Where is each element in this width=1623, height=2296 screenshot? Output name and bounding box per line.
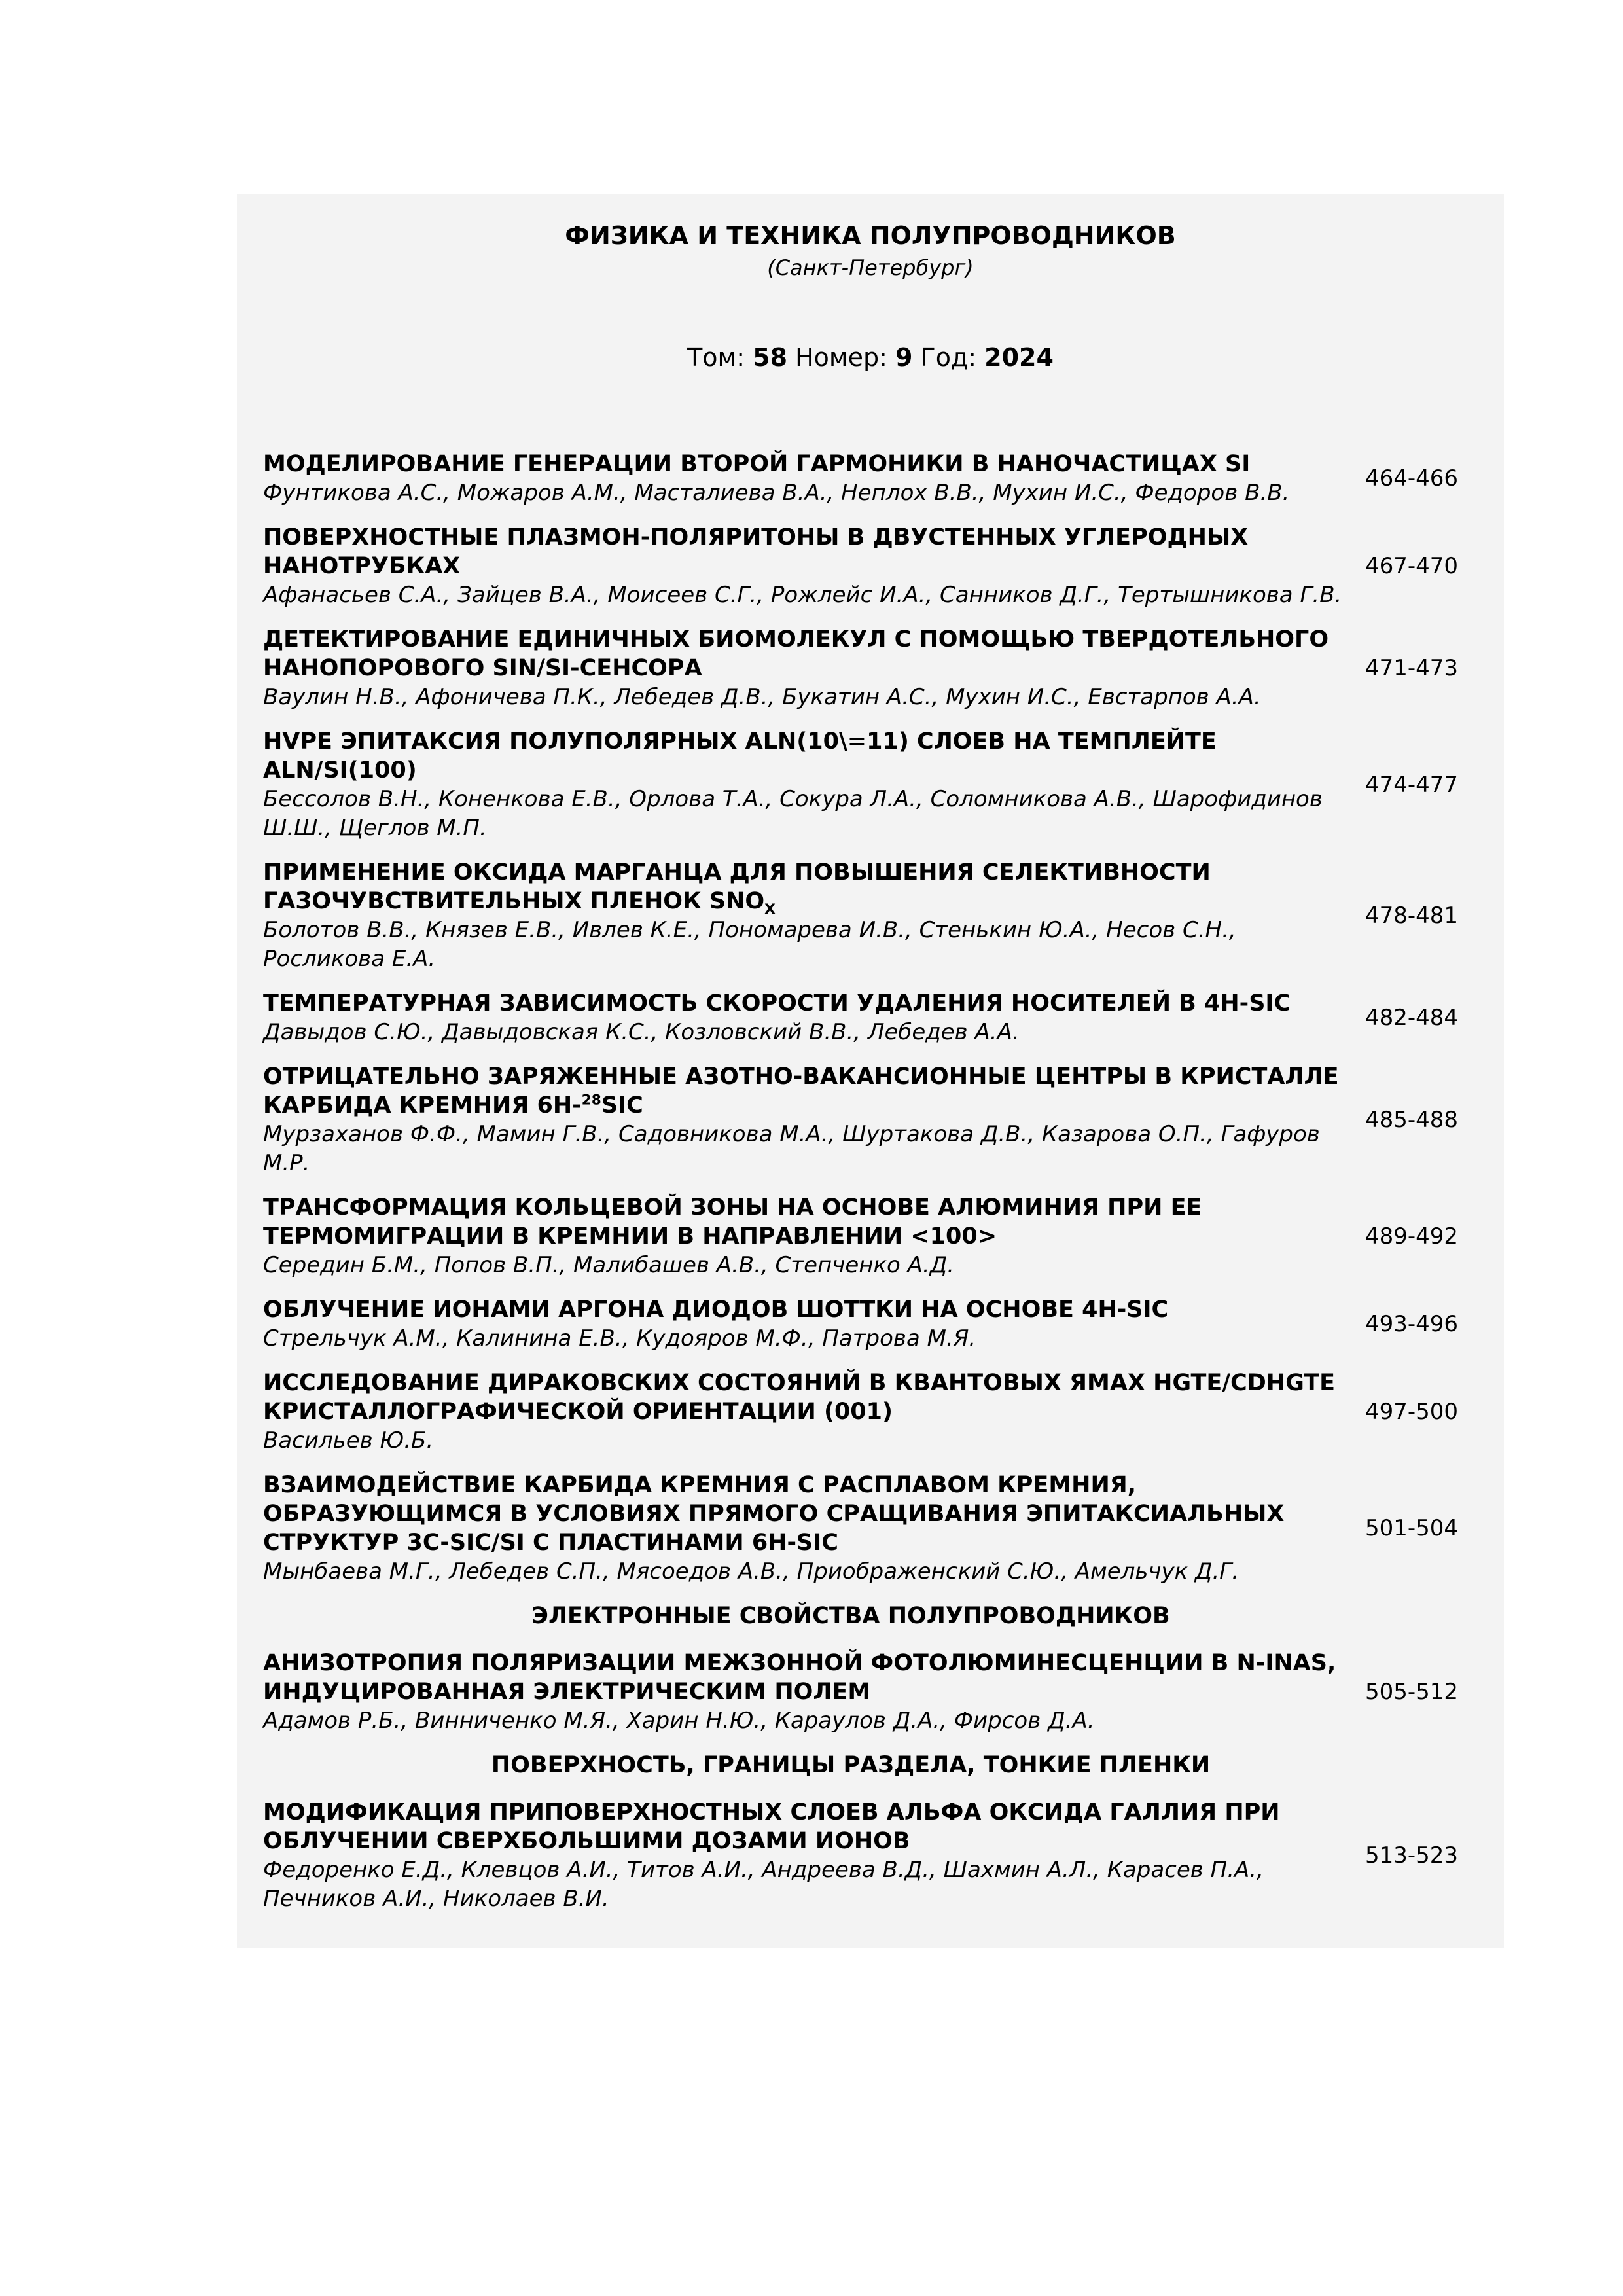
- article-pages: 501-504: [1364, 1515, 1458, 1541]
- toc-entry: [263, 1193, 1478, 1280]
- toc-entry: [263, 1649, 1478, 1735]
- article-pages: 493-496: [1364, 1311, 1458, 1337]
- article-pages: 464-466: [1364, 465, 1458, 492]
- article-title[interactable]: ИССЛЕДОВАНИЕ ДИРАКОВСКИХ СОСТОЯНИЙ В КВАНТОВЫХ ЯМАХ HGTE/CDHGTE КРИСТАЛЛОГРАФИЧЕСКОЙ ОРИЕНТАЦИИ (001): [263, 1370, 1335, 1425]
- article-authors: Адамов Р.Б., Винниченко М.Я., Харин Н.Ю., Караулов Д.А., Фирсов Д.А.: [263, 1708, 1095, 1734]
- year-value: 2024: [984, 343, 1054, 372]
- article-pages: 505-512: [1364, 1679, 1458, 1705]
- toc-entry: [263, 727, 1478, 842]
- toc-entry: [263, 1369, 1478, 1455]
- article-pages: 471-473: [1364, 655, 1458, 681]
- article-authors: Стрельчук А.М., Калинина Е.В., Кудояров М.Ф., Патрова М.Я.: [263, 1325, 976, 1352]
- article-title[interactable]: ДЕТЕКТИРОВАНИЕ ЕДИНИЧНЫХ БИОМОЛЕКУЛ С ПОМОЩЬЮ ТВЕРДОТЕЛЬНОГО НАНОПОРОВОГО SIN/SI-СЕНСОРА: [263, 626, 1329, 681]
- article-title[interactable]: МОДЕЛИРОВАНИЕ ГЕНЕРАЦИИ ВТОРОЙ ГАРМОНИКИ В НАНОЧАСТИЦАХ SI: [263, 451, 1251, 477]
- article-authors: Афанасьев С.А., Зайцев В.А., Моисеев С.Г., Рожлейс И.А., Санников Д.Г., Тертышникова Г.В.: [263, 582, 1342, 608]
- year-label: Год:: [920, 343, 977, 372]
- article-pages: 478-481: [1364, 903, 1458, 929]
- article-title-subscript: X: [764, 901, 776, 918]
- article-title-superscript: 28: [581, 1092, 601, 1109]
- section-heading-electronic: ЭЛЕКТРОННЫЕ СВОЙСТВА ПОЛУПРОВОДНИКОВ: [531, 1603, 1170, 1629]
- article-authors: Васильев Ю.Б.: [263, 1427, 434, 1454]
- journal-city: (Санкт-Петербург): [767, 255, 974, 280]
- section-heading-surface: ПОВЕРХНОСТЬ, ГРАНИЦЫ РАЗДЕЛА, ТОНКИЕ ПЛЕНКИ: [491, 1752, 1211, 1778]
- article-title[interactable]: ТРАНСФОРМАЦИЯ КОЛЬЦЕВОЙ ЗОНЫ НА ОСНОВЕ АЛЮМИНИЯ ПРИ ЕЕ ТЕРМОМИГРАЦИИ В КРЕМНИИ В НАПРАВЛЕНИИ <100>: [263, 1194, 1202, 1249]
- article-pages: 513-523: [1364, 1842, 1458, 1869]
- article-title[interactable]: МОДИФИКАЦИЯ ПРИПОВЕРХНОСТНЫХ СЛОЕВ АЛЬФА ОКСИДА ГАЛЛИЯ ПРИ ОБЛУЧЕНИИ СВЕРХБОЛЬШИМИ ДОЗАМИ ИОНОВ: [263, 1799, 1280, 1854]
- article-pages: 482-484: [1364, 1005, 1458, 1031]
- toc-entry: [263, 1471, 1478, 1586]
- article-pages: 467-470: [1364, 553, 1458, 579]
- article-authors: Середин Б.М., Попов В.П., Малибашев А.В., Степченко А.Д.: [263, 1252, 955, 1278]
- issue-info: [237, 342, 1504, 373]
- number-label: Номер:: [795, 343, 887, 372]
- table-of-contents: [263, 450, 1478, 1929]
- article-title[interactable]: [263, 858, 1356, 916]
- toc-panel: [237, 194, 1504, 1948]
- article-authors: Бессолов В.Н., Коненкова Е.В., Орлова Т.А., Сокура Л.А., Соломникова А.В., Шарофидинов Ш.Ш., Щеглов М.П.: [263, 786, 1323, 841]
- volume-value: 58: [753, 343, 788, 372]
- article-title[interactable]: ВЗАИМОДЕЙСТВИЕ КАРБИДА КРЕМНИЯ С РАСПЛАВОМ КРЕМНИЯ, ОБРАЗУЮЩИМСЯ В УСЛОВИЯХ ПРЯМОГО СРАЩИВАНИЯ ЭПИТАКСИАЛЬНЫХ СТРУКТУР 3C-SIC/SI С ПЛАСТИНАМИ 6H-SIC: [263, 1472, 1285, 1556]
- article-pages: 474-477: [1364, 772, 1458, 798]
- toc-entry: [263, 1295, 1478, 1353]
- article-title-end: SIC: [601, 1092, 643, 1119]
- article-pages: 485-488: [1364, 1107, 1458, 1133]
- toc-entry: [263, 989, 1478, 1047]
- article-authors: Федоренко Е.Д., Клевцов А.И., Титов А.И., Андреева В.Д., Шахмин А.Л., Карасев П.А., Печников А.И., Николаев В.И.: [263, 1857, 1264, 1912]
- toc-entry: [263, 450, 1478, 507]
- article-pages: 489-492: [1364, 1223, 1458, 1249]
- article-title[interactable]: HVPE ЭПИТАКСИЯ ПОЛУПОЛЯРНЫХ ALN(10\=11) СЛОЕВ НА ТЕМПЛЕЙТЕ ALN/SI(100): [263, 728, 1217, 783]
- article-title-main: ПРИМЕНЕНИЕ ОКСИДА МАРГАНЦА ДЛЯ ПОВЫШЕНИЯ СЕЛЕКТИВНОСТИ ГАЗОЧУВСТВИТЕЛЬНЫХ ПЛЕНОК SNO: [263, 859, 1211, 914]
- article-title[interactable]: ТЕМПЕРАТУРНАЯ ЗАВИСИМОСТЬ СКОРОСТИ УДАЛЕНИЯ НОСИТЕЛЕЙ В 4H-SIC: [263, 990, 1291, 1016]
- toc-entry: [263, 858, 1478, 973]
- toc-entry: [263, 625, 1478, 711]
- article-title[interactable]: ОБЛУЧЕНИЕ ИОНАМИ АРГОНА ДИОДОВ ШОТТКИ НА ОСНОВЕ 4H-SIC: [263, 1297, 1169, 1323]
- article-authors: Мынбаева М.Г., Лебедев С.П., Мясоедов А.В., Приображенский С.Ю., Амельчук Д.Г.: [263, 1558, 1240, 1585]
- article-authors: Давыдов С.Ю., Давыдовская К.С., Козловский В.В., Лебедев А.А.: [263, 1019, 1020, 1045]
- journal-title: ФИЗИКА И ТЕХНИКА ПОЛУПРОВОДНИКОВ: [565, 221, 1176, 250]
- volume-label: Том:: [687, 343, 745, 372]
- article-authors: Мурзаханов Ф.Ф., Мамин Г.В., Садовникова М.А., Шуртакова Д.В., Казарова О.П., Гафуров М.Р.: [263, 1121, 1320, 1176]
- article-pages: 497-500: [1364, 1399, 1458, 1425]
- article-title-main: ОТРИЦАТЕЛЬНО ЗАРЯЖЕННЫЕ АЗОТНО-ВАКАНСИОННЫЕ ЦЕНТРЫ В КРИСТАЛЛЕ КАРБИДА КРЕМНИЯ 6H-: [263, 1064, 1339, 1119]
- toc-entry: [263, 1062, 1478, 1177]
- article-authors: Ваулин Н.В., Афоничева П.К., Лебедев Д.В., Букатин А.С., Мухин И.С., Евстарпов А.А.: [263, 684, 1261, 710]
- article-title[interactable]: АНИЗОТРОПИЯ ПОЛЯРИЗАЦИИ МЕЖЗОННОЙ ФОТОЛЮМИНЕСЦЕНЦИИ В N-INAS, ИНДУЦИРОВАННАЯ ЭЛЕКТРИЧЕСКИМ ПОЛЕМ: [263, 1650, 1336, 1705]
- article-title[interactable]: ПОВЕРХНОСТНЫЕ ПЛАЗМОН-ПОЛЯРИТОНЫ В ДВУСТЕННЫХ УГЛЕРОДНЫХ НАНОТРУБКАХ: [263, 524, 1249, 579]
- number-value: 9: [895, 343, 913, 372]
- article-authors: Фунтикова А.С., Можаров А.М., Масталиева В.А., Неплох В.В., Мухин И.С., Федоров В.В.: [263, 480, 1290, 506]
- toc-entry: [263, 523, 1478, 609]
- article-title[interactable]: [263, 1062, 1356, 1120]
- article-authors: Болотов В.В., Князев Е.В., Ивлев К.Е., Пономарева И.В., Стенькин Ю.А., Несов С.Н., Росликова Е.А.: [263, 917, 1236, 972]
- toc-entry: [263, 1798, 1478, 1913]
